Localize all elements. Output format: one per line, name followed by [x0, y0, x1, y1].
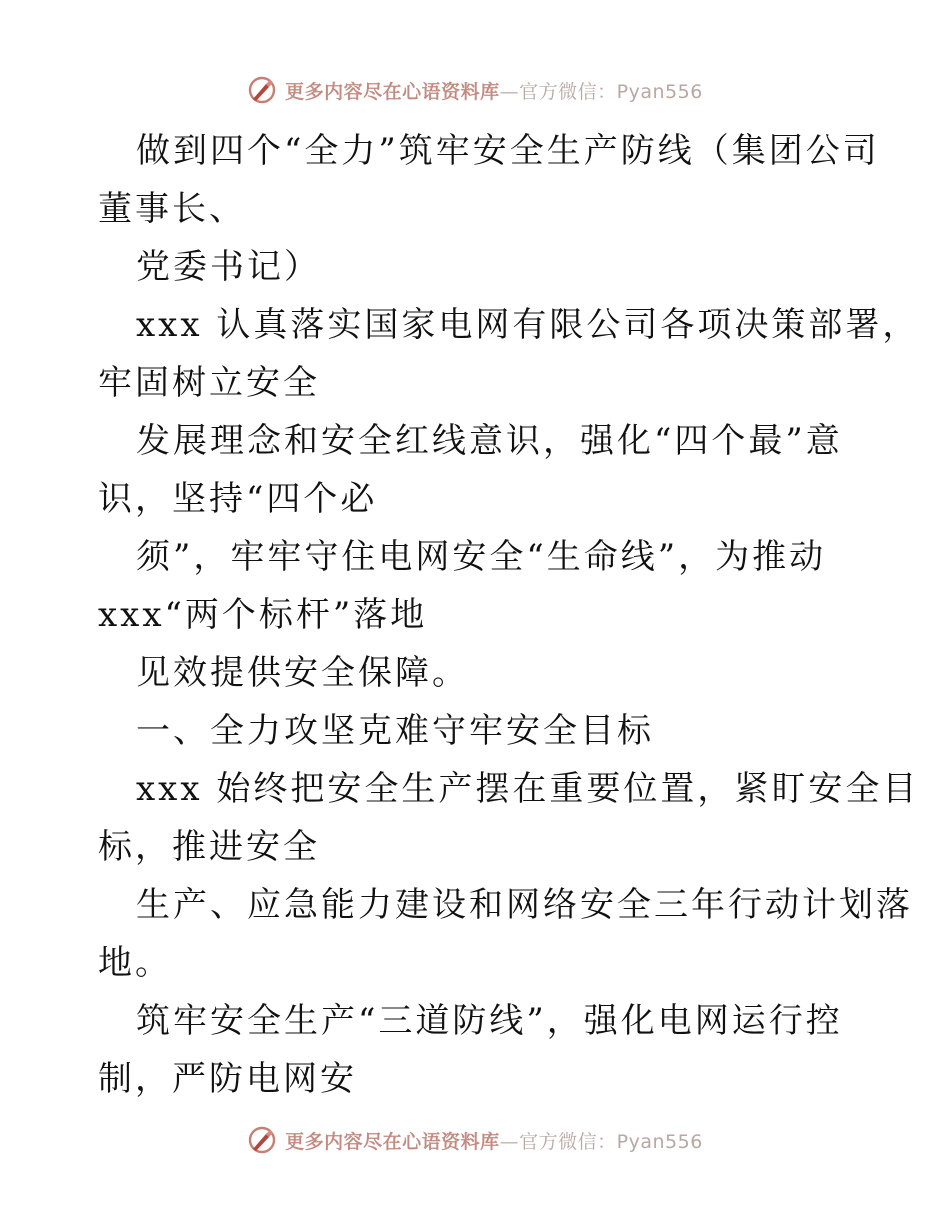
pen-logo-icon — [247, 75, 277, 105]
watermark-lead: 更多内容尽在心语资料库 — [285, 80, 500, 103]
text-line: 筑牢安全生产“三道防线”，强化电网运行控 — [136, 1001, 843, 1041]
text-line: 须”，牢牢守住电网安全“生命线”，为推动 — [136, 537, 827, 577]
text-line: xxx“两个标杆”落地 — [98, 595, 428, 635]
text-line: 董事长、 — [98, 189, 246, 229]
pen-logo-icon — [247, 1125, 277, 1155]
text-line: 做到四个“全力”筑牢安全生产防线（集团公司 — [136, 131, 880, 171]
watermark-tail: 官方微信：Pyan556 — [519, 80, 703, 103]
text-line: xxx 始终把安全生产摆在重要位置，紧盯安全目 — [136, 769, 920, 809]
watermark-tail: 官方微信：Pyan556 — [519, 1130, 703, 1153]
text-line: 党委书记） — [136, 247, 321, 287]
watermark-text — [285, 77, 703, 104]
header-watermark — [0, 70, 950, 110]
footer-watermark — [0, 1120, 950, 1160]
text-line: 牢固树立安全 — [98, 363, 320, 403]
text-line: xxx 认真落实国家电网有限公司各项决策部署， — [136, 305, 920, 345]
text-line: 见效提供安全保障。 — [136, 653, 469, 693]
watermark-lead: 更多内容尽在心语资料库 — [285, 1130, 500, 1153]
section-heading: 一、全力攻坚克难守牢安全目标 — [136, 711, 654, 751]
text-line: 制，严防电网安 — [98, 1059, 357, 1099]
text-line: 发展理念和安全红线意识，强化“四个最”意 — [136, 421, 843, 461]
watermark-text — [285, 1127, 703, 1154]
text-line: 识，坚持“四个必 — [98, 479, 378, 519]
watermark-dash: — — [499, 1130, 520, 1153]
watermark-dash: — — [499, 80, 520, 103]
document-body — [98, 122, 920, 1108]
text-line: 标，推进安全 — [98, 827, 320, 867]
text-line: 地。 — [98, 943, 172, 983]
text-line: 生产、应急能力建设和网络安全三年行动计划落 — [136, 885, 913, 925]
